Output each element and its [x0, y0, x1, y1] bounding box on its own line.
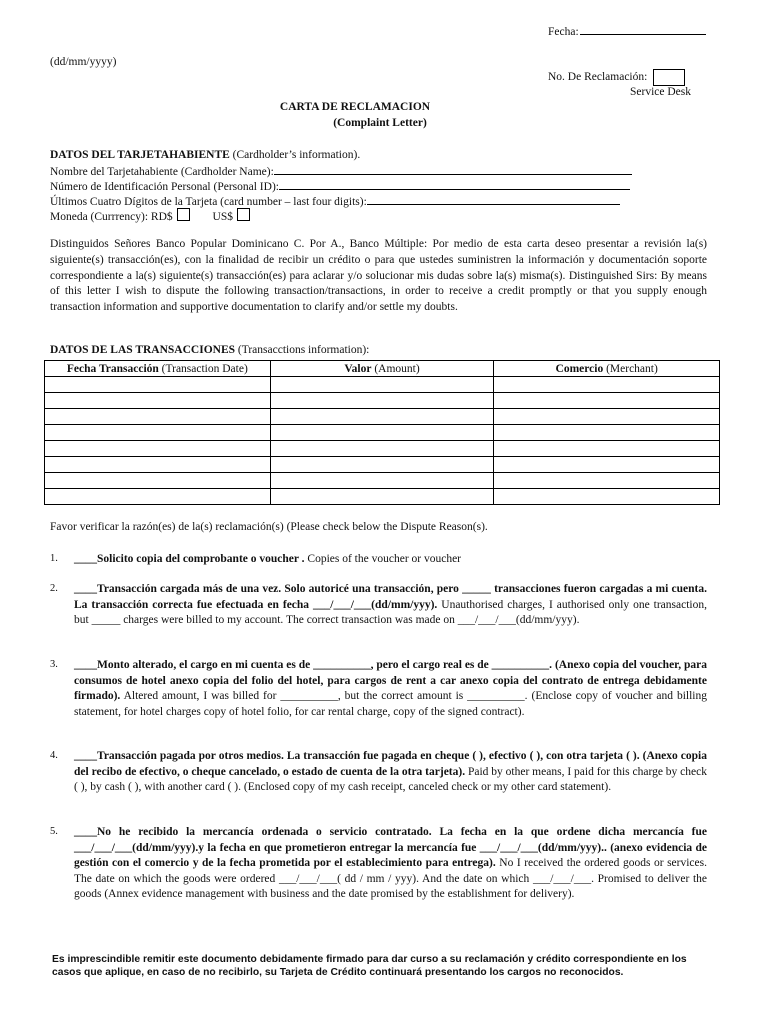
card-digits-label: Últimos Cuatro Dígitos de la Tarjeta (card number – last four digits):	[50, 196, 367, 208]
table-cell[interactable]	[494, 377, 720, 393]
col-transaction-date-header	[45, 361, 271, 377]
reason-number: 4.	[50, 750, 58, 761]
card-digits-row	[50, 193, 710, 208]
currency-row	[50, 208, 710, 223]
currency-label: Moneda (Currrency): RD$	[50, 211, 173, 223]
table-cell[interactable]	[270, 409, 494, 425]
cardholder-name-row	[50, 163, 710, 178]
table-cell[interactable]	[494, 393, 720, 409]
reason-text	[74, 582, 707, 629]
transactions-heading-rest: (Transacctions information):	[235, 344, 370, 356]
table-cell[interactable]	[270, 473, 494, 489]
personal-id-input-line[interactable]	[279, 178, 630, 190]
table-cell[interactable]	[45, 473, 271, 489]
table-cell[interactable]	[270, 377, 494, 393]
reason-text	[74, 749, 707, 796]
cardholder-name-input-line[interactable]	[274, 163, 632, 175]
personal-id-row	[50, 178, 710, 193]
table-cell[interactable]	[270, 393, 494, 409]
document-title: CARTA DE RECLAMACION	[279, 101, 431, 113]
reason-number: 5.	[50, 826, 58, 837]
reason-number: 2.	[50, 583, 58, 594]
reason-rest: Paid by other means, I paid for this charge by check ( ), by cash ( ), with another card ( ). (Enclosed copy of my cash receipt, canceled check or my other card statement).	[74, 765, 707, 793]
fecha-input-line[interactable]	[580, 24, 706, 35]
table-header-row	[45, 361, 720, 377]
cardholder-heading-bold: DATOS DEL TARJETAHABIENTE	[50, 149, 230, 161]
rd-currency-checkbox[interactable]	[177, 208, 190, 221]
personal-id-label: Número de Identificación Personal (Personal ID):	[50, 181, 279, 193]
table-row	[45, 457, 720, 473]
reclamacion-number-box[interactable]	[653, 69, 685, 86]
reason-rest: No I received the ordered goods or services. The date on which the goods were ordered ___/___/___( dd / mm / yyy). And the date on which ___/___/___. Promised to deliver the goods (Annex evidence management with business and the date promised by the establishment for delivery).	[74, 857, 707, 900]
table-cell[interactable]	[494, 489, 720, 505]
reason-rest: Altered amount, I was billed for __________, but the correct amount is __________. (Enclose copy of voucher and billing statement, for hotel charges copy of hotel folio, for car rental charge, copy of the signed contract).	[74, 690, 707, 718]
reclamacion-field	[548, 69, 685, 86]
table-row	[45, 393, 720, 409]
service-desk-label: Service Desk	[630, 86, 691, 98]
table-row	[45, 377, 720, 393]
table-cell[interactable]	[45, 377, 271, 393]
reason-number: 3.	[50, 659, 58, 670]
table-cell[interactable]	[494, 441, 720, 457]
card-digits-input-line[interactable]	[367, 193, 620, 205]
col-amount-header	[270, 361, 494, 377]
reason-bold: ____Transacción cargada más de una vez. Solo autoricé una transacción, pero _____ transacciones fueron cargadas a mi cuenta. La transacción correcta fue efectuada en fecha ___/___/___(dd/mm/yyy).	[74, 583, 707, 611]
table-row	[45, 425, 720, 441]
cardholder-section	[50, 148, 710, 223]
table-row	[45, 441, 720, 457]
col-merchant-header	[494, 361, 720, 377]
table-cell[interactable]	[270, 457, 494, 473]
table-cell[interactable]	[45, 457, 271, 473]
table-cell[interactable]	[494, 425, 720, 441]
table-cell[interactable]	[45, 393, 271, 409]
table-cell[interactable]	[45, 409, 271, 425]
col3-bold: Comercio	[555, 362, 604, 375]
reason-rest: Copies of the voucher or voucher	[304, 553, 462, 565]
reason-bold: ____Monto alterado, el cargo en mi cuenta es de __________, pero el cargo real es de __________. (Anexo copia del voucher, para consumos de hotel anexo copia del folio del hotel, para cargos de rent a car anexo copia del contrato de entrega debidamente firmado).	[74, 659, 707, 702]
table-row	[45, 489, 720, 505]
usd-label: US$	[212, 211, 233, 223]
reason-text	[74, 825, 707, 903]
intro-paragraph: Distinguidos Señores Banco Popular Dominicano C. Por A., Banco Múltiple: Por medio de esta carta deseo presentar a revisión la(s) siguiente(s) transacción(es), con la finalidad de recibir un crédito o para que ustedes suministren la información y documentación soporte correspondiente a la(s) siguiente(s) transacción(es) para aclarar y/o solucionar mis dudas sobre la(s) misma(s). Distinguished Sirs: By means of this letter I wish to dispute the following transaction/transactions, in order to receive a credit promptly or that you supply enough transaction information and supportive documentation to clarify and/or settle my doubts.	[50, 238, 707, 314]
cardholder-heading	[50, 148, 710, 163]
reason-bold: ____No he recibido la mercancía ordenada o servicio contratado. La fecha en la que ordene dicha mercancía fue ___/___/___(dd/mm/yyy).y la fecha en que prometieron entregar la mercancía fue ___/___/___(dd/mm/yyy).. (anexo evidencia de gestión con el comercio y de la fecha prometida por el establecimiento para entrega).	[74, 826, 707, 869]
reclamacion-label: No. De Reclamación:	[548, 71, 648, 84]
reason-bold: ____Transacción pagada por otros medios. La transacción fue pagada en cheque ( ), efectivo ( ), con otra tarjeta ( ). (Anexo copia del recibo de efectivo, o cheque cancelado, o estado de cuenta de la otra tarjeta).	[74, 750, 707, 778]
table-cell[interactable]	[494, 473, 720, 489]
col2-bold: Valor	[344, 362, 372, 375]
table-cell[interactable]	[45, 489, 271, 505]
table-cell[interactable]	[45, 441, 271, 457]
col3-rest: (Merchant)	[603, 362, 658, 375]
table-cell[interactable]	[45, 425, 271, 441]
col2-rest: (Amount)	[371, 362, 420, 375]
fecha-field	[548, 24, 706, 38]
table-row	[45, 473, 720, 489]
table-cell[interactable]	[270, 425, 494, 441]
reason-number: 1.	[50, 553, 58, 564]
transactions-heading-bold: DATOS DE LAS TRANSACCIONES	[50, 344, 236, 356]
table-cell[interactable]	[270, 489, 494, 505]
usd-currency-checkbox[interactable]	[237, 208, 250, 221]
footer-note: Es imprescindible remitir este documento debidamente firmado para dar curso a su reclamación y crédito correspondiente en los casos que aplique, en caso de no recibirlo, su Tarjeta de Crédito continuará presentando los cargos no reconocidos.	[52, 954, 687, 978]
table-cell[interactable]	[270, 441, 494, 457]
col1-bold: Fecha Transacción	[66, 362, 159, 375]
table-cell[interactable]	[494, 457, 720, 473]
cardholder-name-label: Nombre del Tarjetahabiente (Cardholder Name):	[50, 166, 274, 178]
reason-text	[74, 552, 707, 568]
dispute-instruction: Favor verificar la razón(es) de la(s) reclamación(s) (Please check below the Dispute Reason(s).	[50, 521, 488, 533]
table-cell[interactable]	[494, 409, 720, 425]
table-row	[45, 409, 720, 425]
reason-rest: Unauthorised charges, I authorised only one transaction, but _____ charges were billed to my account. The correct transaction was made on ___/___/___(dd/mm/yyy).	[74, 598, 707, 626]
cardholder-heading-rest: (Cardholder’s information).	[229, 149, 361, 161]
transactions-heading	[50, 344, 710, 356]
document-subtitle: (Complaint Letter)	[333, 117, 427, 129]
transactions-table	[44, 360, 720, 505]
fecha-label: Fecha:	[548, 26, 579, 38]
col1-rest: (Transaction Date)	[158, 362, 248, 375]
reason-bold: ____Solicito copia del comprobante o voucher .	[74, 553, 305, 565]
reason-text	[74, 658, 707, 720]
date-format-hint: (dd/mm/yyyy)	[50, 56, 117, 68]
